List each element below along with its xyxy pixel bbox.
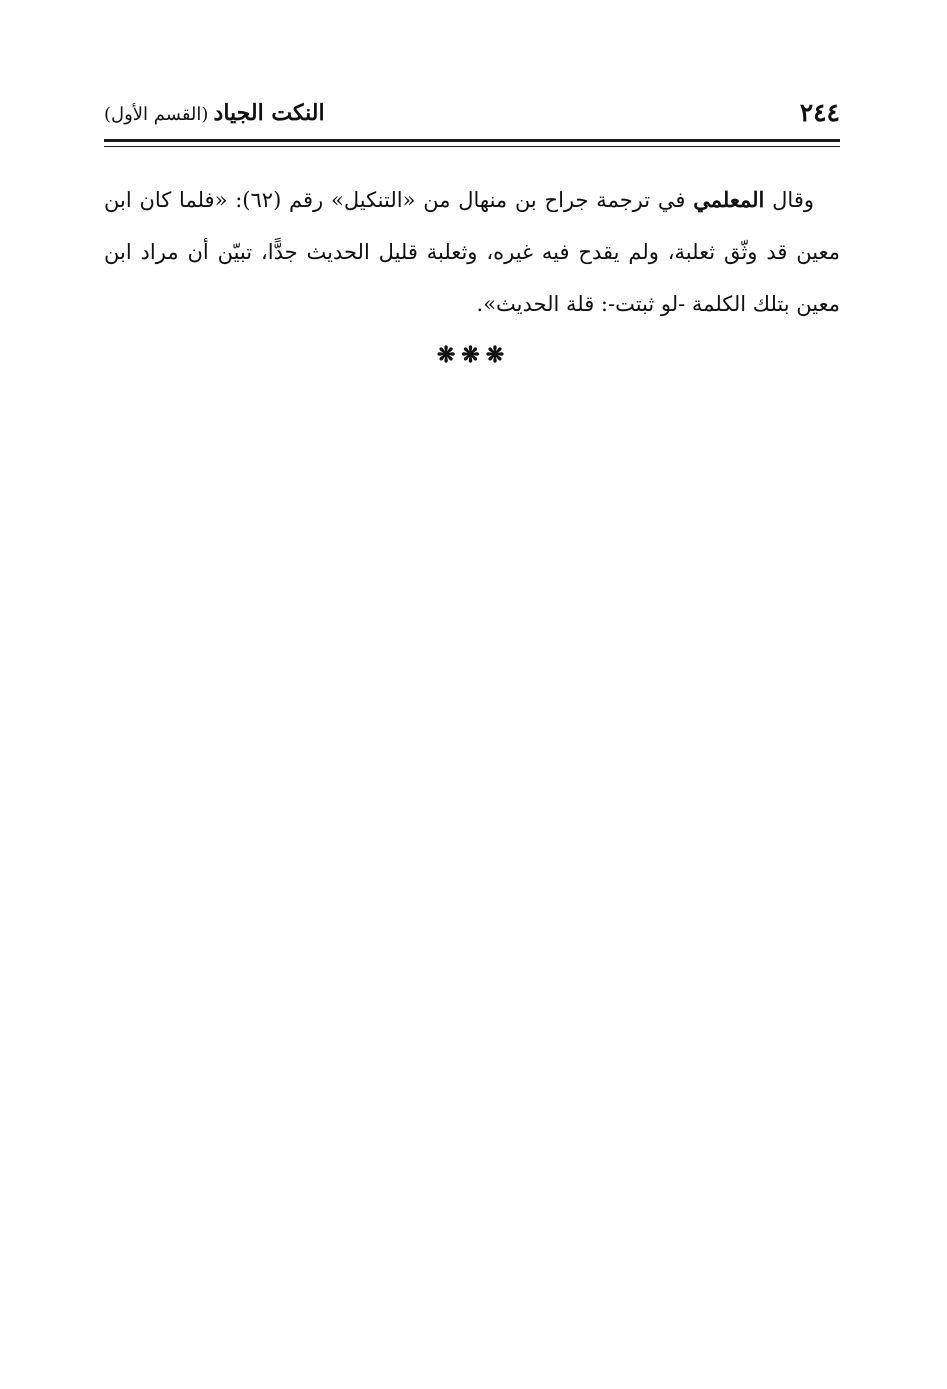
paragraph-lead: وقال (772, 188, 814, 212)
author-name: المعلمي (693, 187, 765, 212)
page-header (104, 94, 840, 134)
body-text (104, 174, 840, 330)
paragraph (104, 174, 840, 330)
book-title: النكت الجياد (213, 100, 325, 126)
running-head (104, 100, 325, 126)
page-number: ٢٤٤ (799, 98, 840, 127)
header-rule-thick (104, 139, 840, 142)
header-rule-thin (104, 146, 840, 147)
section-separator: ❋❋❋ (436, 342, 511, 368)
paragraph-text: في ترجمة جراح بن منهال من «التنكيل» رقم (٦٢): «فلما كان ابن معين قد وثّق ثعلبة، ولم يقدح فيه غيره، وثعلبة قليل الحديث جدًّا، تبيّن أن مراد ابن معين بتلك الكلمة -لو ثبتت-: قلة الحديث». (104, 188, 840, 316)
book-part: (القسم الأول) (104, 104, 209, 125)
